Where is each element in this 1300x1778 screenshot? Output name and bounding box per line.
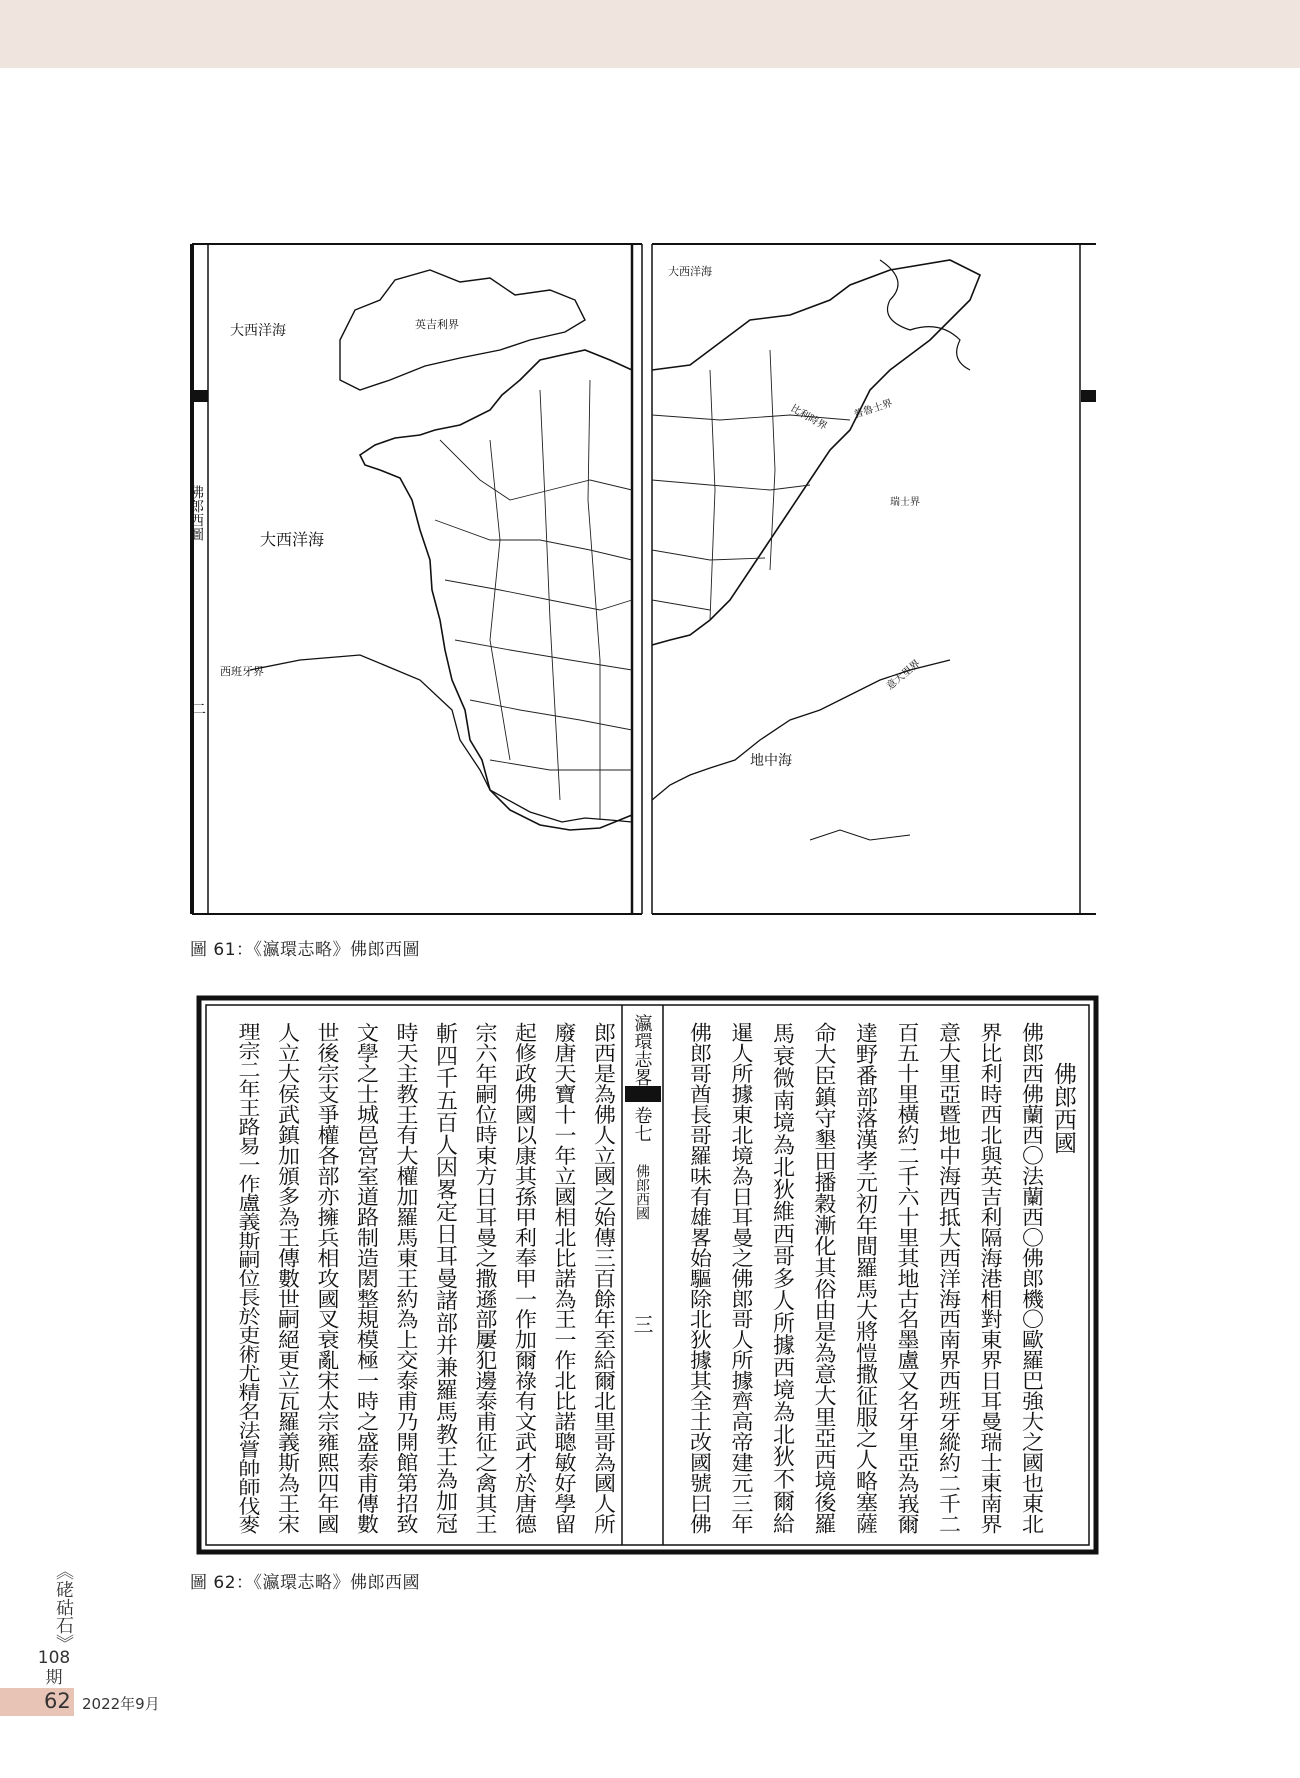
issue-suffix: 期 (45, 1668, 63, 1688)
text-column: 時天主教王有大權加羅馬東王約為上交泰甫乃開館第招致 (393, 1022, 418, 1572)
text-column: 佛郎西佛蘭西〇法蘭西〇佛郎機〇歐羅巴強大之國也東北 (1018, 1022, 1044, 1572)
header-band (0, 0, 1300, 68)
text-column: 命大臣鎮守墾田播穀漸化其俗由是為意大里亞西境後羅 (811, 1022, 836, 1550)
center-volume: 卷七 (631, 1106, 653, 1142)
text-column: 佛郎哥酋長哥羅味有雄畧始驅除北狄據其全土改國號曰佛 (686, 1022, 712, 1572)
section-title: 佛郎西國 (1050, 1062, 1076, 1154)
figure-61-map (190, 240, 1096, 918)
map-spine-fragment: 二 (192, 702, 206, 718)
map-label-belgium: 比利時界 (788, 403, 829, 433)
map-label-italy: 意大里界 (884, 658, 923, 693)
text-column: 起修政佛國以康其孫甲利奉甲一作加爾祿有文武才於唐德 (511, 1022, 537, 1572)
text-column: 人立大侯武鎮加頒多為王傳數世嗣絕更立瓦羅義斯為王宋 (274, 1022, 300, 1572)
map-label-germany: 普魯士界 (852, 398, 894, 421)
text-column: 暹人所據東北境為日耳曼之佛郎哥人所據齊高帝建元三年 (728, 1022, 753, 1572)
magazine-title: 《硓𥑮石》 (53, 1562, 74, 1652)
map-label-atlantic-lower: 大西洋海 (260, 530, 325, 549)
text-column: 文學之士城邑宮室道路制造閎整規模極一時之盛泰甫傳數 (353, 1022, 379, 1572)
issue-label (34, 1648, 74, 1688)
figure-61-caption: 圖 61：《瀛環志略》佛郎西圖 (190, 940, 421, 960)
map-spine-title: 佛郎西圖 (188, 485, 204, 541)
map-label-mediterranean: 地中海 (750, 753, 792, 769)
issue-number: 108 (37, 1648, 71, 1668)
center-subtitle: 佛郎西國 (634, 1164, 650, 1220)
map-label-atlantic-upper: 大西洋海 (230, 323, 286, 339)
text-column: 意大里亞暨地中海西抵大西洋海西南界西班牙縱約二千二 (935, 1022, 961, 1572)
map-label-switzerland: 瑞士界 (890, 497, 920, 508)
map-label-atlantic-right: 大西洋海 (668, 265, 712, 278)
map-label-spain: 西班牙界 (220, 665, 264, 678)
text-column: 郎西是為佛人立國之始傳三百餘年至給爾北里哥為國人所 (590, 1022, 616, 1572)
center-page-number: 三 (630, 1314, 654, 1334)
text-column: 百五十里橫約二千六十里其地古名墨盧又名牙里亞為峩爾 (894, 1022, 919, 1572)
text-column: 達野番部落漢孝元初年間羅馬大將愷撒征服之人略塞薩 (852, 1022, 878, 1550)
text-column: 界比利時西北與英吉利隔海港相對東界日耳曼瑞士東南界 (977, 1022, 1002, 1572)
center-book-title: 瀛環志畧 (631, 1014, 653, 1086)
figure-62-caption: 圖 62：《瀛環志略》佛郎西國 (190, 1573, 421, 1593)
text-column: 理宗二年王路易一作盧義斯嗣位長於吏術尤精名法嘗帥師伐麥 (235, 1022, 260, 1616)
text-column: 斬四千五百人因畧定日耳曼諸部并兼羅馬教王為加冠 (432, 1022, 458, 1528)
text-column: 馬衰微南境為北狄維西哥多人所據西境為北狄不爾給 (769, 1022, 795, 1528)
issue-date: 2022年9月 (82, 1695, 160, 1713)
text-column: 廢唐天寶十一年立國相北比諾為王一作北比諾聰敏好學留 (551, 1022, 576, 1572)
map-label-england: 英吉利界 (415, 318, 459, 331)
text-column: 世後宗支爭權各部亦擁兵相攻國叉衰亂宋太宗雍熙四年國 (314, 1022, 339, 1572)
text-column: 宗六年嗣位時東方日耳曼之撒遜部屢犯邊泰甫征之禽其王 (472, 1022, 497, 1572)
page-number: 62 (44, 1689, 71, 1713)
